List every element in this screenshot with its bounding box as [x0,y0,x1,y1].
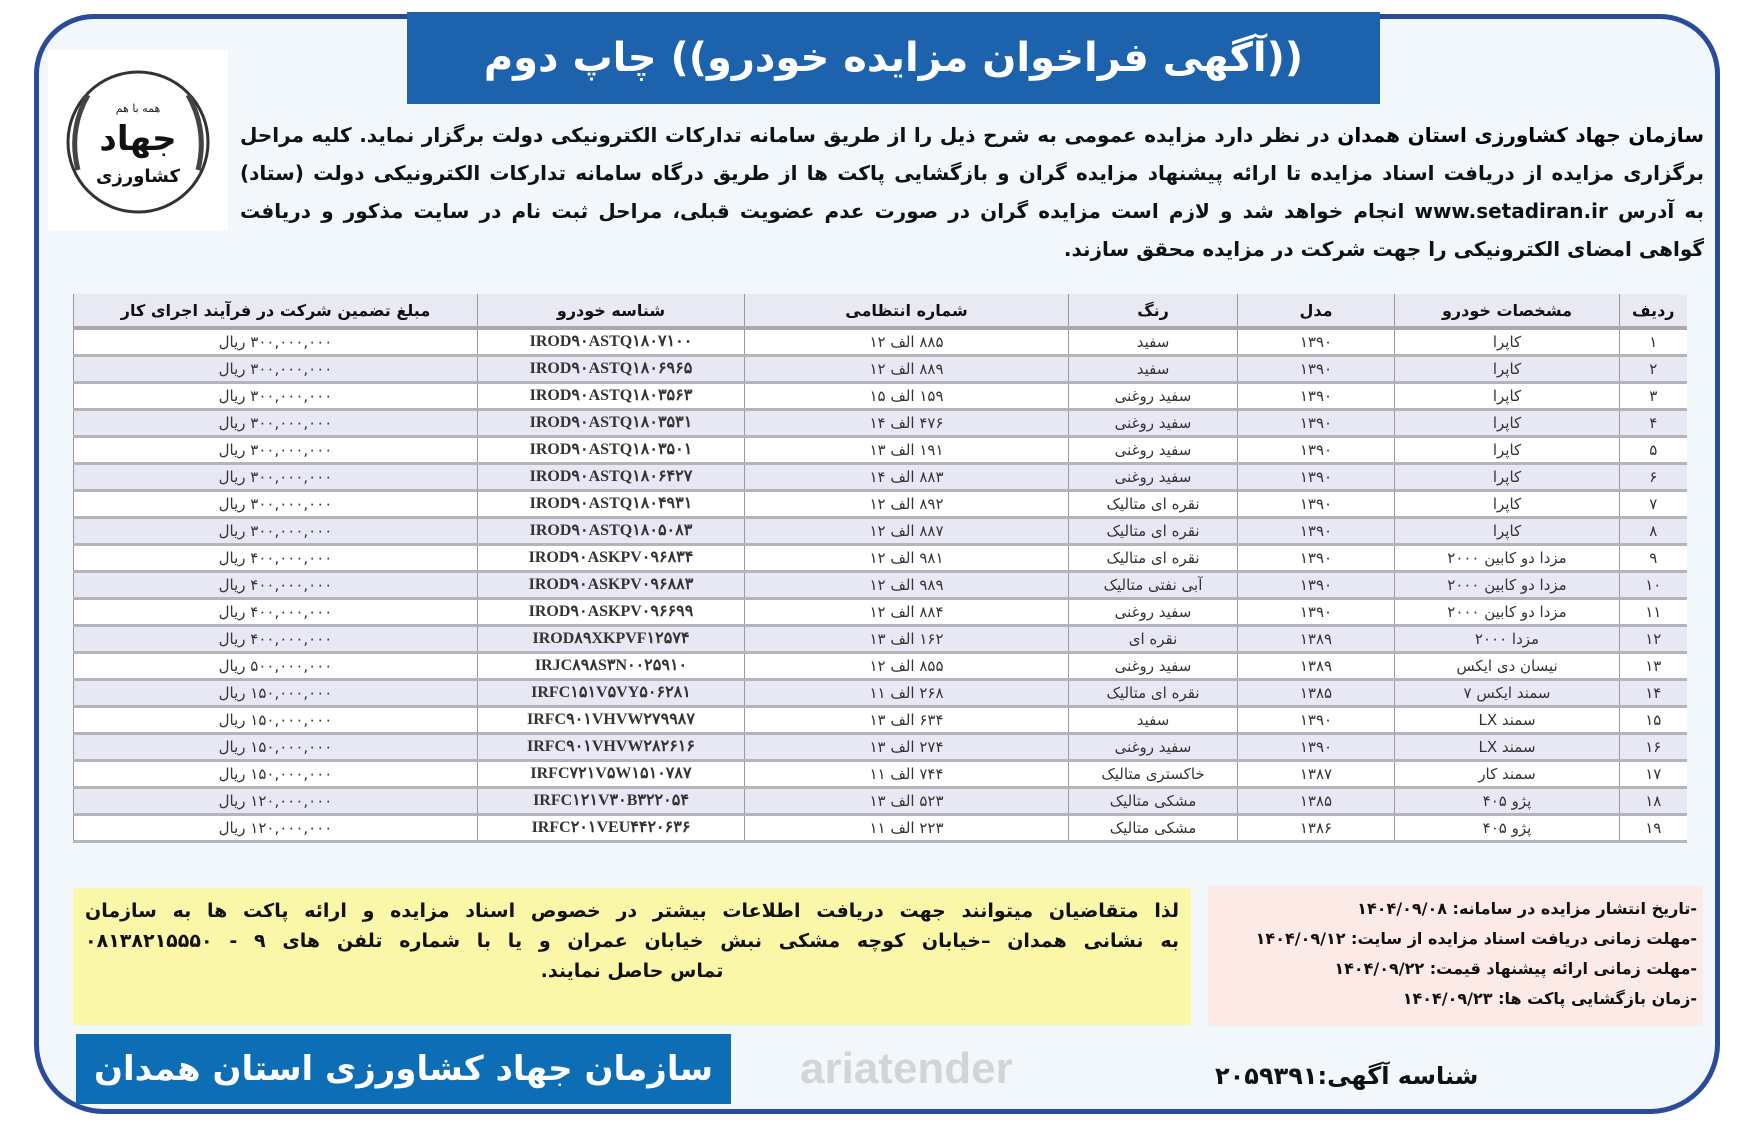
schedule-date: ۱۴۰۴/۰۹/۰۸ [1357,899,1447,918]
cell-vehicle-spec: سمند LX [1395,734,1620,761]
cell-vin: IRFC۹۰۱VHVW۲۸۲۶۱۶ [478,734,745,761]
col-header-vehicle-spec: مشخصات خودرو [1395,294,1620,328]
schedule-publish [1214,894,1697,924]
cell-vin: IRFC۲۰۱VEU۴۴۲۰۶۳۶ [478,815,745,842]
cell-color: سفید روغنی [1069,653,1238,680]
table-row [74,599,1687,626]
col-header-plate: شماره انتظامی [745,294,1069,328]
footer-organization: سازمان جهاد کشاورزی استان همدان [76,1034,731,1104]
cell-deposit-amount: ۱۵۰,۰۰۰,۰۰۰ ریال [74,680,478,707]
cell-model-year: ۱۳۹۰ [1238,734,1395,761]
table-row [74,788,1687,815]
cell-row-number: ۱۲ [1620,626,1687,653]
cell-deposit-amount: ۳۰۰,۰۰۰,۰۰۰ ریال [74,464,478,491]
cell-color: آبی نفتی متالیک [1069,572,1238,599]
intro-line-1-text: در نظر دارد مزایده عمومی به شرح ذیل را از طریق سامانه تدارکات الکترونیکی دولت برگزار نماید. کلیه مراحل [240,123,1338,147]
cell-row-number: ۸ [1620,518,1687,545]
cell-deposit-amount: ۴۰۰,۰۰۰,۰۰۰ ریال [74,545,478,572]
ad-id-label: شناسه آگهی: [1317,1062,1479,1090]
intro-paragraph [240,116,1704,268]
logo-motto: همه با هم [115,102,161,115]
cell-model-year: ۱۳۹۰ [1238,356,1395,383]
cell-vin: IROD۹۰ASTQ۱۸۰۶۹۶۵ [478,356,745,383]
cell-vehicle-spec: کاپرا [1395,491,1620,518]
schedule-bid-deadline [1214,954,1697,984]
cell-plate-number: ۲۷۴ الف ۱۳ [745,734,1069,761]
contact-info-box [73,888,1191,1025]
cell-vin: IROD۹۰ASTQ۱۸۰۳۵۳۱ [478,410,745,437]
schedule-docs-deadline [1214,924,1697,954]
cell-vehicle-spec: پژو ۴۰۵ [1395,815,1620,842]
cell-vin: IROD۹۰ASTQ۱۸۰۳۵۶۳ [478,383,745,410]
table-row [74,653,1687,680]
cell-model-year: ۱۳۸۷ [1238,761,1395,788]
cell-color: نقره ای متالیک [1069,680,1238,707]
schedule-date: ۱۴۰۴/۰۹/۱۲ [1255,929,1346,948]
cell-row-number: ۶ [1620,464,1687,491]
cell-row-number: ۱۶ [1620,734,1687,761]
intro-line-2: برگزاری مزایده از دریافت اسناد مزایده تا ارائه پیشنهاد مزایده گران و بازگشایی پاکت ها از طریق درگاه سامانه تدارکات الکترونیکی دولت (ستاد) [240,161,1704,185]
cell-row-number: ۳ [1620,383,1687,410]
cell-model-year: ۱۳۹۰ [1238,464,1395,491]
cell-vin: IROD۹۰ASKPV۰۹۶۸۳۴ [478,545,745,572]
cell-row-number: ۱ [1620,328,1687,356]
cell-deposit-amount: ۳۰۰,۰۰۰,۰۰۰ ریال [74,383,478,410]
cell-model-year: ۱۳۹۰ [1238,572,1395,599]
cell-color: نقره ای [1069,626,1238,653]
cell-vin: IROD۹۰ASTQ۱۸۰۷۱۰۰ [478,328,745,356]
cell-vehicle-spec: نیسان دی ایکس [1395,653,1620,680]
table-row [74,707,1687,734]
table-row [74,437,1687,464]
table-row [74,328,1687,356]
cell-vehicle-spec: سمند LX [1395,707,1620,734]
cell-color: سفید روغنی [1069,383,1238,410]
table-row [74,572,1687,599]
cell-color: نقره ای متالیک [1069,491,1238,518]
cell-color: سفید روغنی [1069,599,1238,626]
cell-row-number: ۱۴ [1620,680,1687,707]
cell-vin: IRJC۸۹۸S۳N۰۰۲۵۹۱۰ [478,653,745,680]
cell-deposit-amount: ۵۰۰,۰۰۰,۰۰۰ ریال [74,653,478,680]
cell-row-number: ۱۸ [1620,788,1687,815]
cell-color: مشکی متالیک [1069,788,1238,815]
cell-model-year: ۱۳۹۰ [1238,437,1395,464]
table-row [74,761,1687,788]
cell-color: سفید روغنی [1069,734,1238,761]
cell-deposit-amount: ۳۰۰,۰۰۰,۰۰۰ ریال [74,437,478,464]
cell-model-year: ۱۳۹۰ [1238,328,1395,356]
cell-vin: IRFC۷۲۱V۵W۱۵۱۰۷۸۷ [478,761,745,788]
cell-vehicle-spec: کاپرا [1395,356,1620,383]
cell-vehicle-spec: کاپرا [1395,383,1620,410]
cell-row-number: ۱۰ [1620,572,1687,599]
cell-vehicle-spec: مزدا دو کابین ۲۰۰۰ [1395,572,1620,599]
cell-vehicle-spec: پژو ۴۰۵ [1395,788,1620,815]
cell-deposit-amount: ۴۰۰,۰۰۰,۰۰۰ ریال [74,599,478,626]
table-row [74,518,1687,545]
jihad-keshavarzi-logo [48,50,228,230]
cell-vin: IROD۹۰ASTQ۱۸۰۶۴۲۷ [478,464,745,491]
cell-plate-number: ۱۶۲ الف ۱۳ [745,626,1069,653]
table-row [74,356,1687,383]
schedule-label: -مهلت زمانی دریافت اسناد مزایده از سایت: [1345,929,1697,948]
cell-vehicle-spec: کاپرا [1395,328,1620,356]
contact-line-2: به نشانی همدان –خیابان کوچه مشکی نبش خیابان عمران و یا با شماره تلفن های ۹ - ۰۸۱۳۸۲۱۵۵۵۰ [85,930,1179,952]
contact-line-3: تماس حاصل نمایند. [540,960,724,982]
ad-identifier [1215,1062,1478,1090]
schedule-label: -تاریخ انتشار مزایده در سامانه: [1446,899,1697,918]
cell-row-number: ۱۵ [1620,707,1687,734]
col-header-deposit: مبلغ تضمین شرکت در فرآیند اجرای کار [74,294,478,328]
cell-deposit-amount: ۳۰۰,۰۰۰,۰۰۰ ریال [74,356,478,383]
cell-color: نقره ای متالیک [1069,545,1238,572]
cell-vehicle-spec: مزدا ۲۰۰۰ [1395,626,1620,653]
cell-color: مشکی متالیک [1069,815,1238,842]
cell-vehicle-spec: کاپرا [1395,410,1620,437]
cell-vin: IROD۹۰ASTQ۱۸۰۳۵۰۱ [478,437,745,464]
logo-emblem-icon [48,50,228,230]
cell-color: سفید [1069,328,1238,356]
cell-model-year: ۱۳۹۰ [1238,545,1395,572]
cell-plate-number: ۸۸۵ الف ۱۲ [745,328,1069,356]
cell-plate-number: ۲۶۸ الف ۱۱ [745,680,1069,707]
cell-model-year: ۱۳۸۹ [1238,653,1395,680]
cell-row-number: ۹ [1620,545,1687,572]
ad-id-value: ۲۰۵۹۳۹۱ [1215,1062,1318,1090]
cell-vehicle-spec: مزدا دو کابین ۲۰۰۰ [1395,599,1620,626]
cell-model-year: ۱۳۸۵ [1238,788,1395,815]
cell-deposit-amount: ۱۵۰,۰۰۰,۰۰۰ ریال [74,734,478,761]
cell-row-number: ۱۹ [1620,815,1687,842]
table-row [74,815,1687,842]
cell-color: سفید [1069,356,1238,383]
cell-model-year: ۱۳۹۰ [1238,410,1395,437]
cell-vin: IRFC۹۰۱VHVW۲۷۹۹۸۷ [478,707,745,734]
vehicles-table [73,294,1687,843]
cell-vehicle-spec: سمند کار [1395,761,1620,788]
cell-deposit-amount: ۱۵۰,۰۰۰,۰۰۰ ریال [74,707,478,734]
cell-color: خاکستری متالیک [1069,761,1238,788]
cell-model-year: ۱۳۸۹ [1238,626,1395,653]
table-row [74,626,1687,653]
cell-deposit-amount: ۳۰۰,۰۰۰,۰۰۰ ریال [74,518,478,545]
cell-row-number: ۱۱ [1620,599,1687,626]
cell-vehicle-spec: سمند ایکس ۷ [1395,680,1620,707]
cell-row-number: ۱۷ [1620,761,1687,788]
cell-model-year: ۱۳۸۶ [1238,815,1395,842]
table-row [74,383,1687,410]
col-header-vin: شناسه خودرو [478,294,745,328]
cell-vin: IROD۹۰ASTQ۱۸۰۴۹۳۱ [478,491,745,518]
table-row [74,545,1687,572]
cell-model-year: ۱۳۹۰ [1238,599,1395,626]
cell-plate-number: ۹۸۹ الف ۱۲ [745,572,1069,599]
col-header-row-number: ردیف [1620,294,1687,328]
cell-vin: IROD۹۰ASKPV۰۹۶۶۹۹ [478,599,745,626]
cell-plate-number: ۶۳۴ الف ۱۳ [745,707,1069,734]
cell-vehicle-spec: کاپرا [1395,437,1620,464]
cell-plate-number: ۸۸۴ الف ۱۲ [745,599,1069,626]
cell-deposit-amount: ۳۰۰,۰۰۰,۰۰۰ ریال [74,491,478,518]
table-row [74,464,1687,491]
cell-row-number: ۷ [1620,491,1687,518]
cell-row-number: ۵ [1620,437,1687,464]
cell-model-year: ۱۳۸۵ [1238,680,1395,707]
schedule-date: ۱۴۰۴/۰۹/۲۳ [1402,989,1493,1008]
cell-color: نقره ای متالیک [1069,518,1238,545]
logo-word-jihad: جهاد [99,119,177,159]
cell-row-number: ۱۳ [1620,653,1687,680]
table-row [74,734,1687,761]
cell-vin: IRFC۱۵۱V۵VY۵۰۶۲۸۱ [478,680,745,707]
col-header-color: رنگ [1069,294,1238,328]
cell-color: سفید روغنی [1069,437,1238,464]
intro-line-3: به آدرس www.setadiran.ir انجام خواهد شد و لازم است مزایده گران در صورت عدم عضویت قبلی، مراحل ثبت نام در سایت مذکور و دریافت [240,199,1704,223]
cell-vin: IROD۸۹XKPVF۱۲۵۷۴ [478,626,745,653]
cell-vehicle-spec: کاپرا [1395,518,1620,545]
cell-plate-number: ۲۲۳ الف ۱۱ [745,815,1069,842]
schedule-date: ۱۴۰۴/۰۹/۲۲ [1334,959,1425,978]
cell-plate-number: ۱۹۱ الف ۱۳ [745,437,1069,464]
cell-model-year: ۱۳۹۰ [1238,518,1395,545]
cell-plate-number: ۵۲۳ الف ۱۳ [745,788,1069,815]
contact-line-1: لذا متقاضیان میتوانند جهت دریافت اطلاعات بیشتر در خصوص اسناد مزایده و ارائه پاکت ها به سازمان [85,900,1179,922]
cell-deposit-amount: ۱۵۰,۰۰۰,۰۰۰ ریال [74,761,478,788]
intro-line-4: گواهی امضای الکترونیکی را جهت شرکت در مزایده محقق سازند. [1063,237,1704,261]
cell-plate-number: ۹۸۱ الف ۱۲ [745,545,1069,572]
cell-vin: IROD۹۰ASKPV۰۹۶۸۸۳ [478,572,745,599]
cell-row-number: ۴ [1620,410,1687,437]
table-row [74,410,1687,437]
cell-model-year: ۱۳۹۰ [1238,491,1395,518]
cell-deposit-amount: ۱۲۰,۰۰۰,۰۰۰ ریال [74,788,478,815]
schedule-opening [1214,984,1697,1014]
schedule-label: -زمان بازگشایی پاکت ها: [1492,989,1697,1008]
intro-line-1 [240,116,1704,154]
table-row [74,491,1687,518]
cell-plate-number: ۸۸۳ الف ۱۴ [745,464,1069,491]
cell-model-year: ۱۳۹۰ [1238,383,1395,410]
cell-plate-number: ۷۴۴ الف ۱۱ [745,761,1069,788]
cell-plate-number: ۸۸۷ الف ۱۲ [745,518,1069,545]
cell-deposit-amount: ۱۲۰,۰۰۰,۰۰۰ ریال [74,815,478,842]
cell-color: سفید روغنی [1069,464,1238,491]
cell-plate-number: ۸۹۲ الف ۱۲ [745,491,1069,518]
schedule-box [1208,886,1703,1026]
schedule-label: -مهلت زمانی ارائه پیشنهاد قیمت: [1424,959,1697,978]
watermark: ariatender [800,1044,1013,1093]
cell-deposit-amount: ۳۰۰,۰۰۰,۰۰۰ ریال [74,328,478,356]
logo-word-keshavarzi: کشاورزی [96,166,180,187]
cell-plate-number: ۴۷۶ الف ۱۴ [745,410,1069,437]
cell-vin: IROD۹۰ASTQ۱۸۰۵۰۸۳ [478,518,745,545]
cell-deposit-amount: ۳۰۰,۰۰۰,۰۰۰ ریال [74,410,478,437]
cell-deposit-amount: ۴۰۰,۰۰۰,۰۰۰ ریال [74,572,478,599]
cell-row-number: ۲ [1620,356,1687,383]
cell-deposit-amount: ۴۰۰,۰۰۰,۰۰۰ ریال [74,626,478,653]
cell-vin: IRFC۱۲۱V۳۰B۳۲۲۰۵۴ [478,788,745,815]
cell-color: سفید روغنی [1069,410,1238,437]
cell-plate-number: ۱۵۹ الف ۱۵ [745,383,1069,410]
cell-plate-number: ۸۵۵ الف ۱۲ [745,653,1069,680]
cell-plate-number: ۸۸۹ الف ۱۲ [745,356,1069,383]
cell-model-year: ۱۳۹۰ [1238,707,1395,734]
cell-color: سفید [1069,707,1238,734]
cell-vehicle-spec: مزدا دو کابین ۲۰۰۰ [1395,545,1620,572]
cell-vehicle-spec: کاپرا [1395,464,1620,491]
table-header-row [74,294,1687,328]
notice-title: ((آگهی فراخوان مزایده خودرو)) چاپ دوم [407,12,1380,104]
col-header-model: مدل [1238,294,1395,328]
organization-name: سازمان جهاد کشاورزی استان همدان [1337,123,1704,147]
table-row [74,680,1687,707]
